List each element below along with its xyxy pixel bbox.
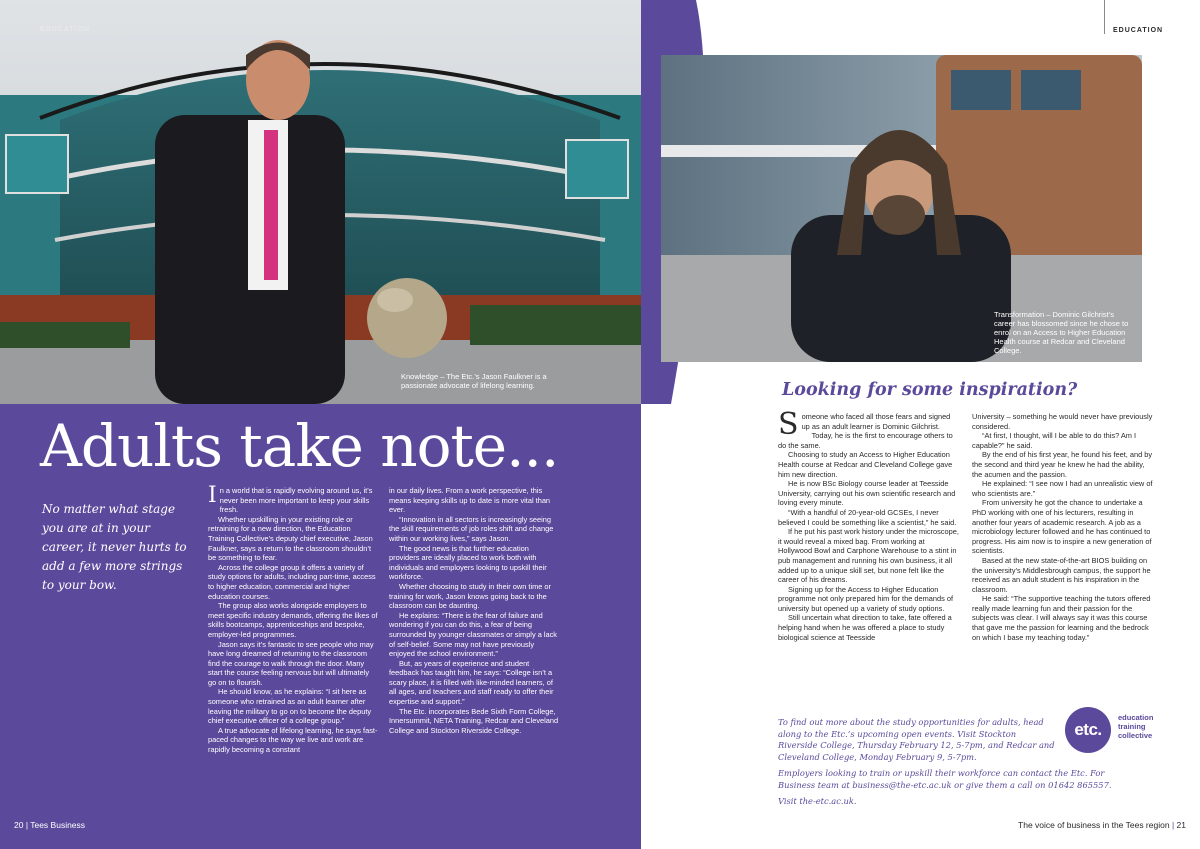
paragraph: Signing up for the Access to Higher Education programme not only prepared him for the demands of university but opened up a variety of study options. — [778, 584, 954, 613]
website-link[interactable]: Visit the-etc.ac.uk. — [778, 796, 857, 806]
etc-logo-tagline: education training collective — [1118, 713, 1154, 740]
paragraph: In a world that is rapidly evolving around us, it’s never been more important to keep your skills fresh. — [208, 483, 373, 515]
paragraph: By the end of his first year, he found his feet, and by the second and third year he knew he had the ability, the acumen and the passion. — [972, 450, 1153, 479]
paragraph: He is now BSc Biology course leader at Teesside University, carrying out his own scientific research and loving every minute. — [778, 479, 956, 508]
paragraph: He explains: “There is the fear of failure and wondering if you can do this, a fear of being surrounded by younger classmates or simply a lack of self-belief. Some may not have previously enjoyed the school environment.” — [389, 610, 558, 659]
paragraph: University – something he would never have previously considered. — [972, 412, 1153, 431]
college-building-photo — [0, 0, 641, 404]
paragraph: He said: “The supportive teaching the tutors offered really made learning fun and their passion for the subjects was clear. I will always say it was this course that gave me the passion for learning and the bedrock on which I base my teaching today.” — [972, 594, 1151, 642]
photo-caption-right: Transformation – Dominic Gilchrist’s career has blossomed since he chose to enrol on an Access to Higher Education Health course at Redcar and Cleveland College. — [994, 310, 1129, 355]
paragraph: Whether choosing to study in their own time or training for work, Jason knows going back to the classroom can be daunting. — [389, 581, 551, 611]
paragraph: From university he got the chance to undertake a PhD working with one of his lecturers, resulting in another four years of academic research. A job as a microbiology lecturer followed and he has continued to progress. His aim now is to inspire a new generation of scientists. — [972, 498, 1152, 556]
paragraph: The Etc. incorporates Bede Sixth Form College, Innersummit, NETA Training, Redcar and Cleveland College and Stockton Riverside College. — [389, 706, 559, 735]
footer-separator: | — [1171, 820, 1177, 830]
section-label-right: EDUCATION — [1113, 27, 1164, 34]
photo-caption: Knowledge – The Etc.’s Jason Faulkner is a passionate advocate of lifelong learning. — [401, 372, 547, 390]
paragraph: But, as years of experience and student feedback has taught him, he says: “College isn’t a scary place, it is filled with like-minded learners, of all ages, and teachers and staff ready to offer their expertise and support.” — [389, 658, 554, 707]
page-number: 21 — [1176, 820, 1186, 830]
article-column-2 — [389, 486, 559, 735]
headline: Adults take note... — [40, 412, 559, 480]
page-footer-left: 20 | Tees Business — [14, 820, 86, 830]
employers-info: Employers looking to train or upskill their workforce can contact the Etc. For Business team at business@the-etc.ac.uk or give them a call on 01642 865557. — [778, 768, 1112, 790]
header-rule — [1104, 0, 1105, 34]
paragraph: He should know, as he explains: “I sit here as someone who retrained as an adult learner after leaving the military to go on to become the deputy chief executive officer of a college group.” — [208, 687, 372, 726]
paragraph: Based at the new state-of-the-art BIOS building on the university’s Middlesbrough campus, the support he received as an adult student is his inspiration in the classroom. — [972, 555, 1151, 594]
paragraph: The group also works alongside employers to meet specific industry demands, offering the likes of skills bootcamps, apprenticeships and bespoke, employer-led programmes. — [208, 601, 378, 639]
standfirst: No matter what stage you are at in your career, it never hurts to add a few more strings to your bow. — [42, 502, 187, 592]
footer-tagline: The voice of business in the Tees region — [1018, 820, 1170, 830]
paragraph: If he put his past work history under the microscope, it would reveal a mixed bag. From working at Hollywood Bowl and Carphone Warehouse to a stint in pub management and running his own business, it all added up to a unique skill set, but none felt like the career of his dreams. — [778, 527, 959, 585]
paragraph: Choosing to study an Access to Higher Education Health course at Redcar and Cleveland College gave him new direction. — [778, 450, 953, 479]
paragraph: Whether upskilling in your existing role or retraining for a new direction, the Education Training Collective’s deputy chief executive, Jason Faulkner, says a return to the classroom shouldn’t be something to fear. — [208, 514, 373, 563]
paragraph: Still uncertain what direction to take, fate offered a helping hand when he was offered a place to study biological science at Teesside — [778, 613, 952, 642]
section-label: EDUCATION — [40, 26, 91, 33]
page-footer-right — [1018, 820, 1186, 830]
etc-logo: etc. — [1065, 707, 1111, 753]
paragraph: Someone who faced all those fears and signed up as an adult learner is Dominic Gilchrist. — [778, 407, 951, 442]
drop-cap: S — [778, 407, 799, 442]
paragraph: “Innovation in all sectors is increasingly seeing the skill requirements of job roles shift and change within our working lives,” says Jason. — [389, 514, 554, 543]
paragraph: The good news is that further education providers are ideally placed to work both with individuals and employers looking to upskill their workforce. — [389, 543, 547, 582]
article-column-1 — [208, 483, 378, 755]
paragraph: Jason says it’s fantastic to see people who may have long dreamed of returning to the classroom find the courage to walk through the door. Many start the course feeling nervous but will ultimately go on to flourish. — [208, 639, 374, 687]
paragraph: He explained: “I see now I had an unrealistic view of who scientists are.” — [972, 479, 1153, 498]
drop-cap: I — [208, 483, 217, 508]
open-events-info: To find out more about the study opportunities for adults, head along to the Etc.’s upcoming open events. Visit Stockton Riverside College, Thursday February 12, 5-7pm, and Redcar and Cleveland College, Monday February 9, 5-7pm. — [778, 717, 1055, 762]
paragraph: Across the college group it offers a variety of study options for adults, including part-time, access to higher education, commercial and higher education courses. — [208, 562, 376, 601]
paragraph: in our daily lives. From a work perspective, this means keeping skills up to date is more vital than ever. — [389, 486, 551, 515]
paragraph: “With a handful of 20-year-old GCSEs, I never believed I could be something like a scientist,” he said. — [778, 507, 957, 527]
paragraph: A true advocate of lifelong learning, he says fast-paced changes to the way we live and work are rapidly becoming a constant — [208, 725, 378, 755]
article-column-4 — [972, 412, 1154, 642]
paragraph: Today, he is the first to encourage others to do the same. — [778, 431, 953, 450]
photo-jason-faulkner — [0, 0, 641, 404]
article-column-3 — [778, 407, 960, 642]
paragraph: “At first, I thought, will I be able to do this? Am I capable?” he said. — [972, 431, 1137, 450]
subheading: Looking for some inspiration? — [782, 380, 1078, 400]
